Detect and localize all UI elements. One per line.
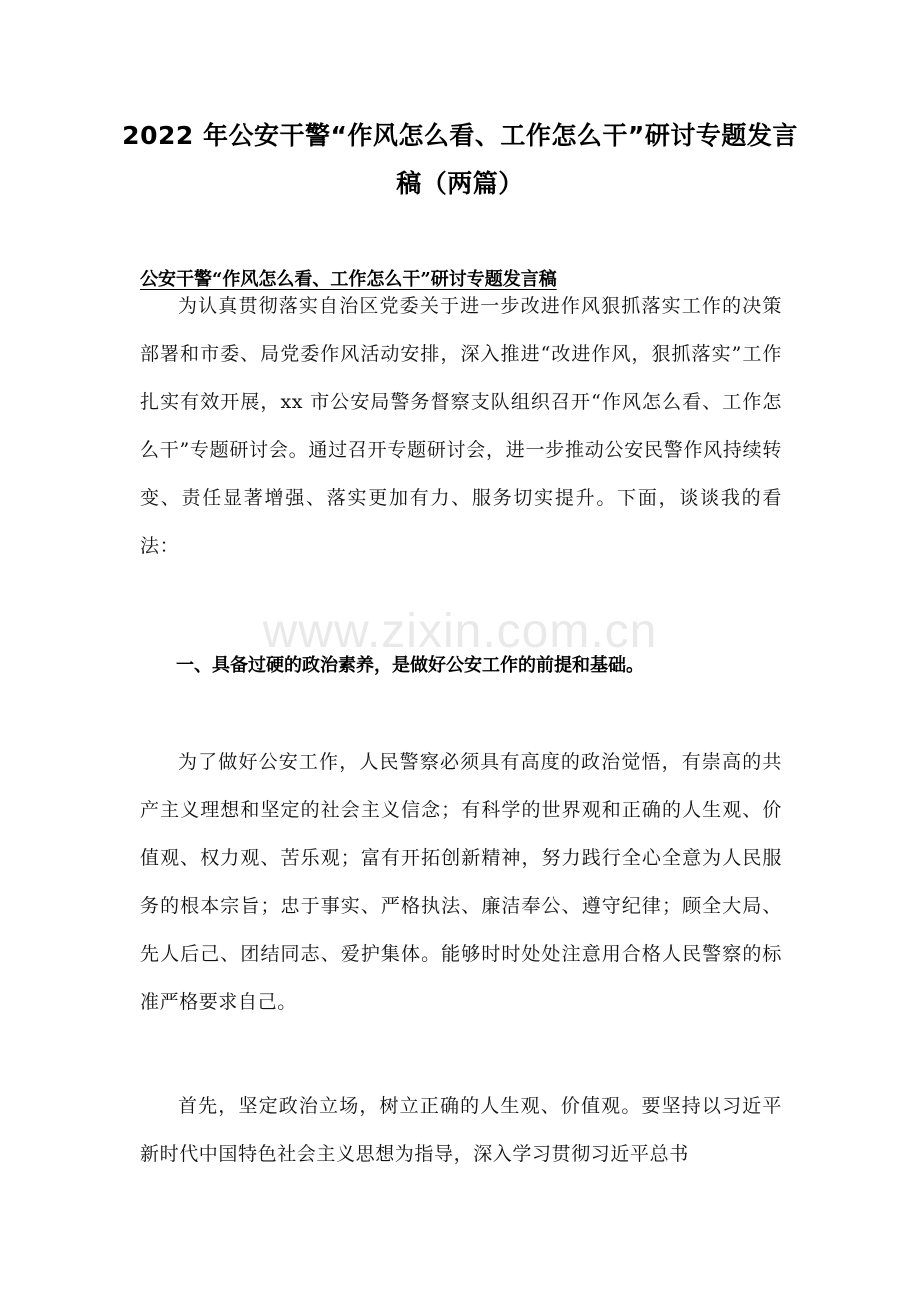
watermark: www.zixin.com.cn bbox=[262, 605, 658, 658]
section-heading-1: 一、具备过硬的政治素养，是做好公安工作的前提和基础。 bbox=[176, 655, 644, 676]
paragraph-political-quality: 为了做好公安工作，人民警察必须具有高度的政治觉悟，有崇高的共产主义理想和坚定的社会主义信念；有科学的世界观和正确的人生观、价值观、权力观、苦乐观；富有开拓创新精神，努力践行全心全意为人民服务的根本宗旨；忠于事实、严格执法、廉洁奉公、遵守纪律；顾全大局、先人后己、团结同志、爱护集体。能够时时处处注意用合格人民警察的标准严格要求自己。 bbox=[140, 751, 782, 1013]
section-subtitle: 公安干警“作风怎么看、工作怎么干”研讨专题发言稿 bbox=[140, 269, 557, 290]
paragraph-intro: 为认真贯彻落实自治区党委关于进一步改进作风狠抓落实工作的决策部署和市委、局党委作风活动安排，深入推进“改进作风，狠抓落实”工作扎实有效开展，xx 市公安局警务督察支队组织召开“作风怎么看、工作怎么干”专题研讨会。通过召开专题研讨会，进一步推动公安民警作风持续转变、责任显著增强、落实更加有力、服务切实提升。下面，谈谈我的看法： bbox=[140, 295, 782, 557]
document-title: 2022 年公安干警“作风怎么看、工作怎么干”研讨专题发言稿（两篇） bbox=[122, 121, 798, 198]
paragraph-first-point: 首先，坚定政治立场，树立正确的人生观、价值观。要坚持以习近平新时代中国特色社会主义思想为指导，深入学习贯彻习近平总书 bbox=[140, 1095, 782, 1165]
